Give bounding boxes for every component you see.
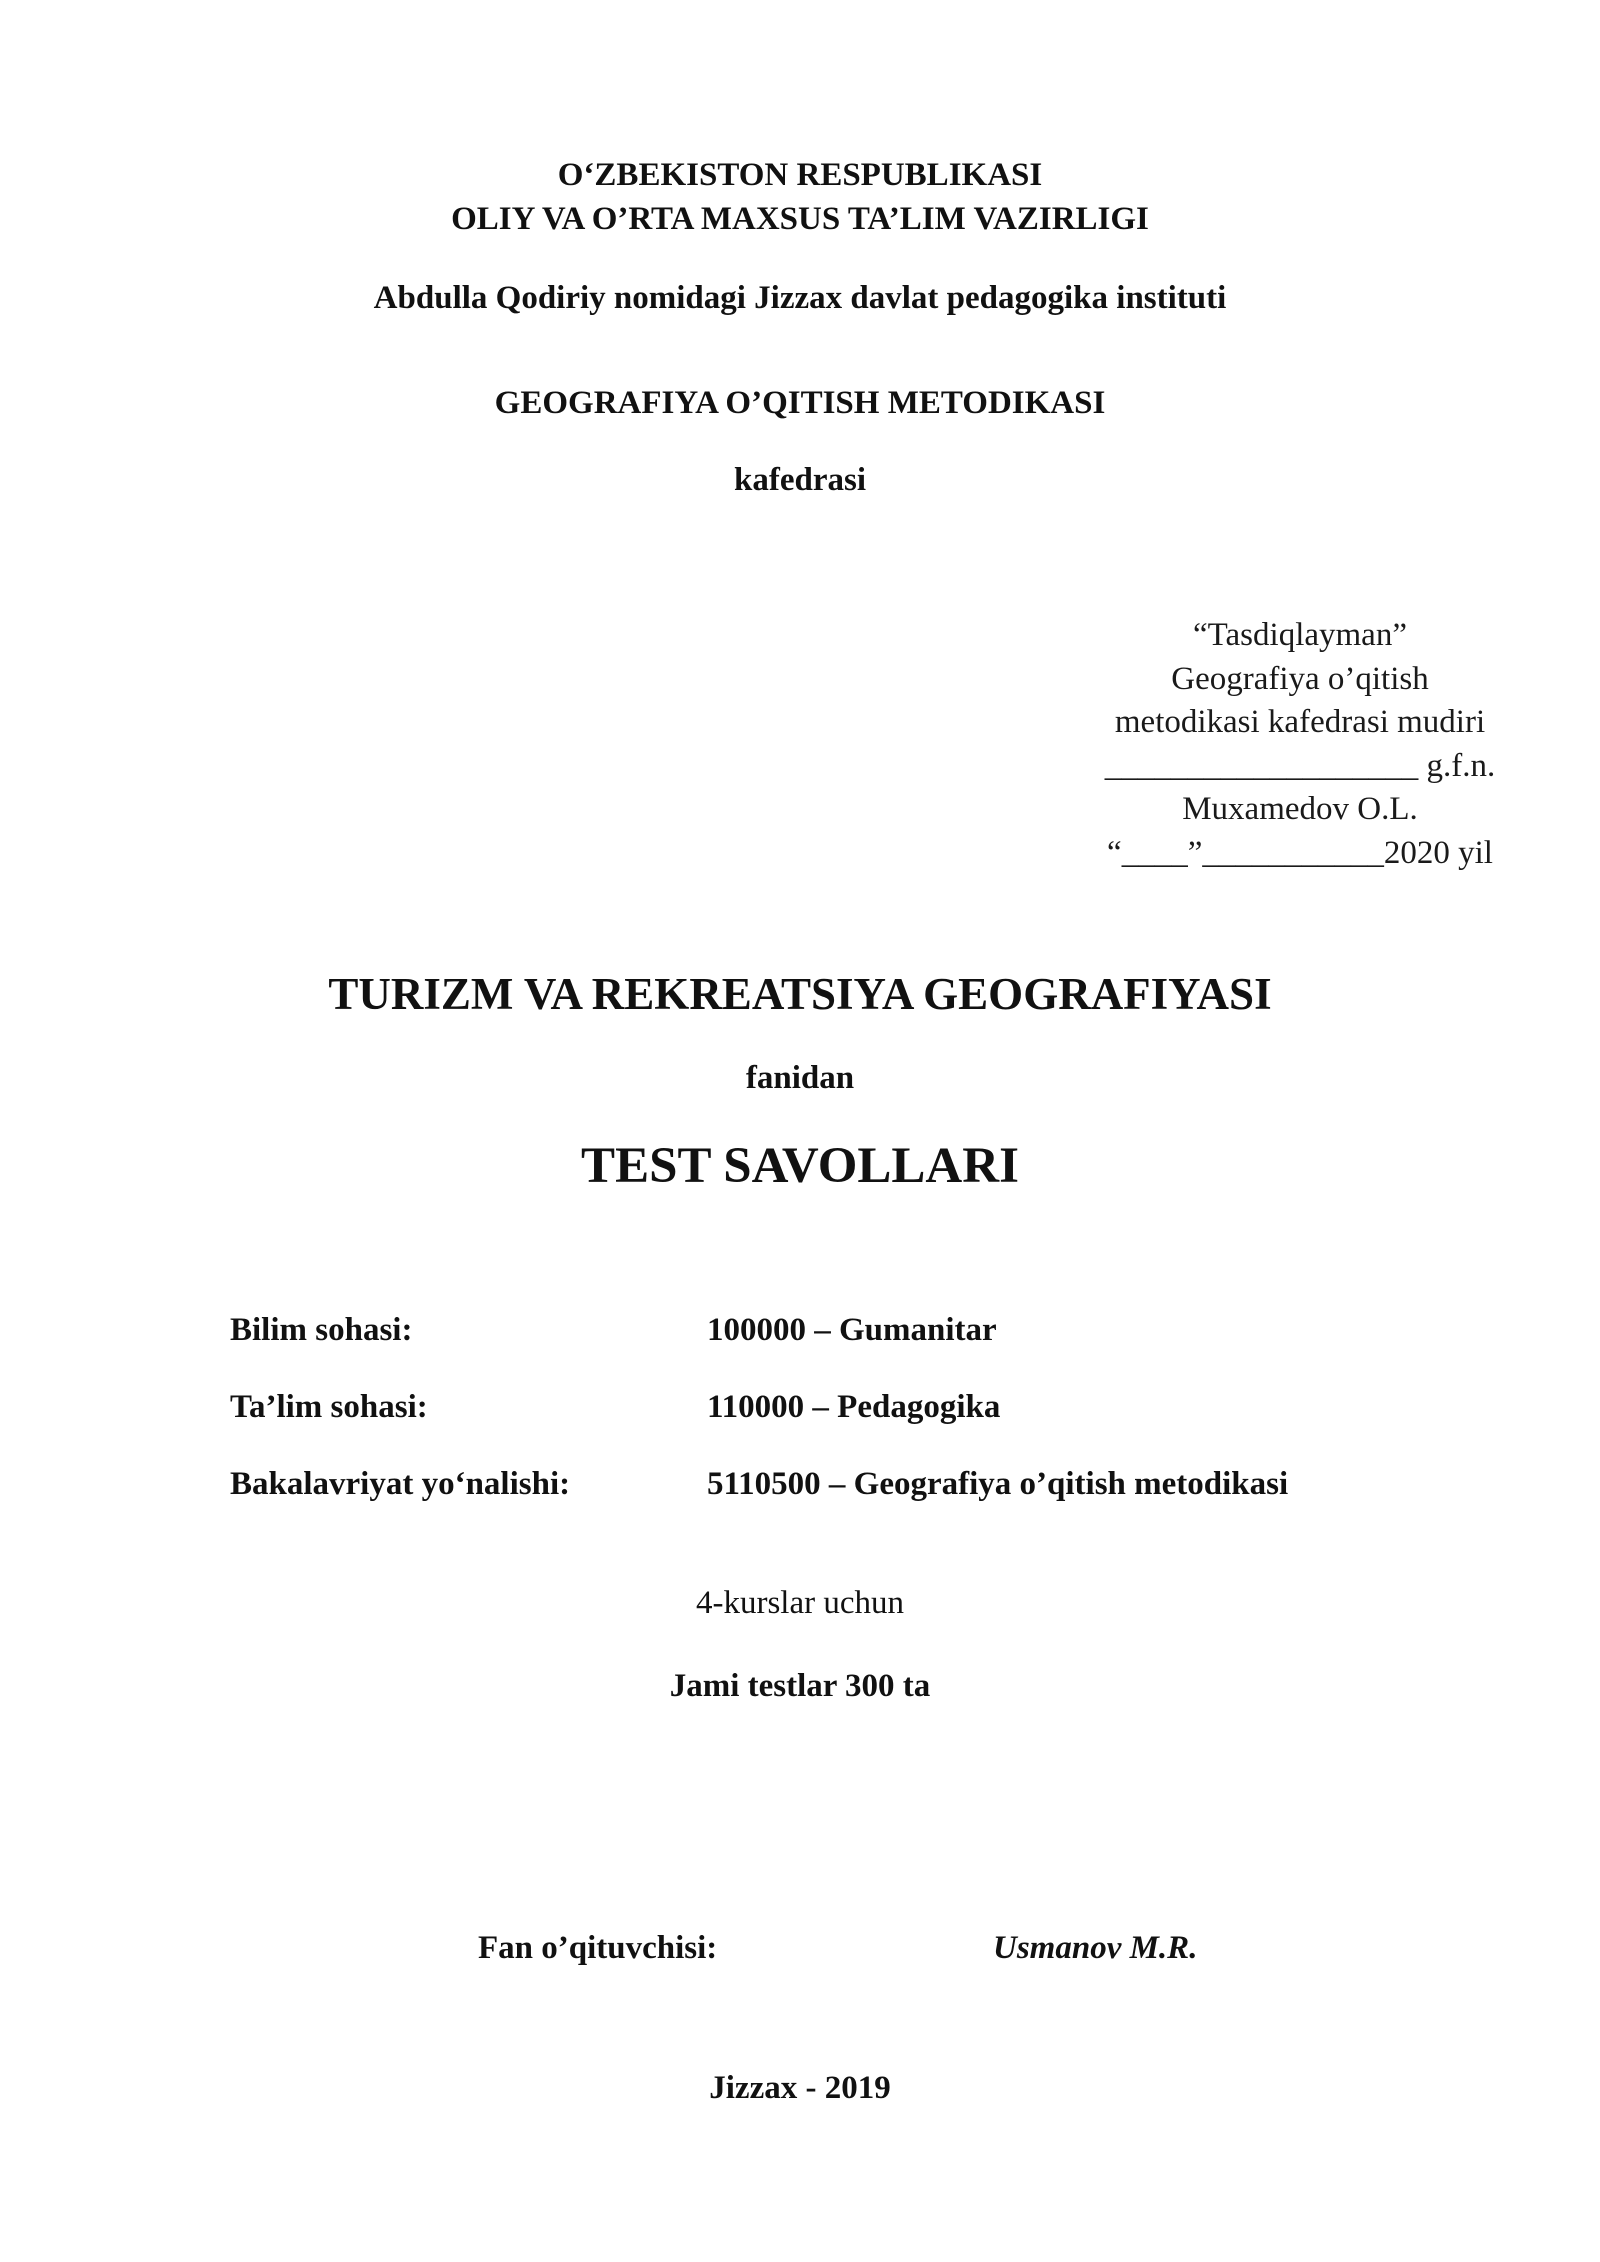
subject-fanidan: fanidan	[745, 1060, 855, 1096]
teacher-label: Fan o’qituvchisi:	[478, 1930, 718, 1966]
document-type-title: TEST SAVOLLARI	[581, 1138, 1019, 1194]
approval-head-name: Muxamedov O.L.	[1182, 791, 1418, 827]
subject-title: TURIZM VA REKREATSIYA GEOGRAFIYASI	[328, 969, 1272, 1019]
info-label-bilim-sohasi: Bilim sohasi:	[230, 1312, 413, 1348]
approval-line-1: “Tasdiqlayman”	[1193, 617, 1407, 653]
department-name: GEOGRAFIYA O’QITISH METODIKASI	[494, 385, 1106, 421]
department-suffix: kafedrasi	[734, 462, 866, 498]
total-tests: Jami testlar 300 ta	[669, 1668, 931, 1704]
course-year: 4-kurslar uchun	[695, 1585, 905, 1621]
approval-line-2: Geografiya o’qitish	[1171, 660, 1429, 697]
teacher-name: Usmanov M.R.	[993, 1930, 1198, 1966]
approval-date-line: “____”___________2020 yil	[1107, 834, 1493, 871]
info-label-bakalavriyat: Bakalavriyat yo‘nalishi:	[230, 1466, 571, 1502]
approval-line-3: metodikasi kafedrasi mudiri	[1114, 704, 1486, 740]
institute-name: Abdulla Qodiriy nomidagi Jizzax davlat pedagogika instituti	[373, 280, 1227, 316]
info-value-bakalavriyat: 5110500 – Geografiya o’qitish metodikasi	[707, 1466, 1289, 1502]
info-label-talim-sohasi: Ta’lim sohasi:	[230, 1389, 428, 1425]
approval-signature-line: ___________________ g.f.n.	[1104, 747, 1496, 784]
approval-block	[1030, 614, 1570, 875]
place-year-footer: Jizzax - 2019	[709, 2070, 891, 2106]
info-value-talim-sohasi: 110000 – Pedagogika	[707, 1389, 1001, 1425]
ministry-header-line1: O‘ZBEKISTON RESPUBLIKASI	[557, 157, 1043, 193]
ministry-header-line2: OLIY VA O’RTA MAXSUS TA’LIM VAZIRLIGI	[451, 201, 1149, 237]
info-value-bilim-sohasi: 100000 – Gumanitar	[707, 1312, 997, 1348]
